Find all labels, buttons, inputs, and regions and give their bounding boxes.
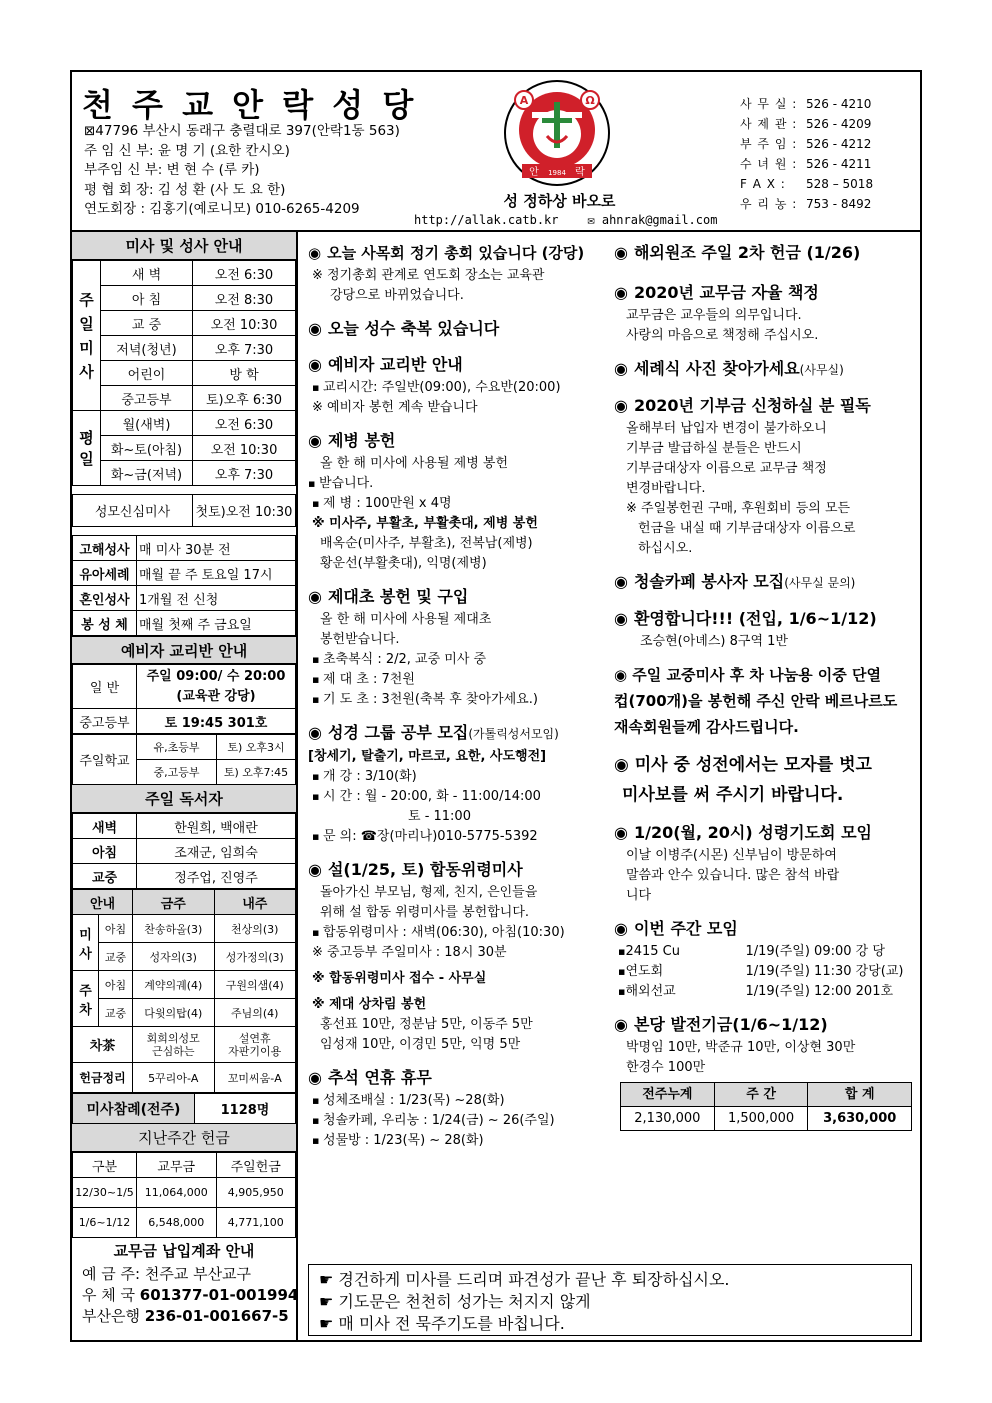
phone-row: 사 제 관 : 526 - 4209 <box>740 117 872 131</box>
mass-schedule-title: 미사 및 성사 안내 <box>72 232 296 260</box>
notice-hats: ◉ 미사 중 성전에서는 모자를 벗고 미사보를 써 주시기 바랍니다. <box>614 755 872 805</box>
bullet-icon: ◉ <box>614 823 628 842</box>
notice-church-dues: ◉ 2020년 교무금 자율 책정 교무금은 교우들의 의무입니다. 사랑의 마음으로 책정해 주십시오. <box>614 283 819 343</box>
readers-table: 새벽 한원희, 백애란 아침 조재군, 임희숙 교중 정주업, 진영주 <box>72 813 296 889</box>
account-list: 예 금 주: 천주교 부산교구 우 체 국 601377-01-001994 부산은행 236-01-001667-5 <box>82 1265 299 1325</box>
bullet-icon: ◉ <box>614 1015 628 1034</box>
left-column <box>72 232 298 1342</box>
notice-prayer-meeting: ◉ 1/20(월, 20시) 성령기도회 모임 이날 이병주(시몬) 신부님이 방문하여 말씀과 안수 있습니다. 많은 참석 바랍 니다 <box>614 823 872 903</box>
notice-memorial-mass: ◉ 설(1/25, 토) 합동위령미사 돌아가신 부모님, 형제, 친지, 은인들을 위해 설 합동 위령미사를 봉헌합니다. ▪ 합동위령미사 : 새벽(06:30), 아침(10:30) ※ 중고등부 주일미사 : 18시 30분 ※ 합동위령미사 접수 - 사무실 ※ 제대 상차림 봉헌 홍선표 10만, 정분남 5만, 이동주 5만 임성재 10만, 이경민 5만, 익명 5만 <box>308 857 608 1055</box>
logo-omega: Ω <box>585 94 595 107</box>
notice-altar-candle: ◉ 제대초 봉헌 및 구입 올 한 해 미사에 사용될 제대초 봉헌받습니다. ▪ 초축복식 : 2/2, 교중 미사 중 ▪ 제 대 초 : 7천원 ▪ 기 도 초 : 3천원(축복 후 찾아가세요.) <box>308 584 608 710</box>
contact-links <box>414 213 717 227</box>
website-link[interactable]: http://allak.catb.kr <box>414 213 559 227</box>
offering-table: 구분 교무금 주일헌금 12/30~1/5 11,064,000 4,905,950 1/6~1/12 6,548,000 4,771,100 <box>72 1152 296 1238</box>
meeting-row: ▪ 연도회 1/19(주일) 11:30 강당(교) <box>614 962 914 982</box>
notice-general-meeting: ◉ 오늘 사목회 정기 총회 있습니다 (강당) ※ 정기총회 관계로 연도회 장소는 교육관 강당으로 바뀌었습니다. <box>308 240 608 306</box>
bullet-icon: ◉ <box>308 319 322 338</box>
council-president: 평 협 회 장: 김 성 환 (사 도 요 한) <box>84 181 286 198</box>
logo-band-right: 락 <box>575 167 585 178</box>
phone-list <box>740 94 873 214</box>
sacrament-table: 고해성사 매 미사 30분 전 유아세례 매월 끝 주 토요일 17시 혼인성사 1개월 전 신청 봉 성 체 매월 첫째 주 금요일 <box>72 535 296 636</box>
notice-development-fund: ◉ 본당 발전기금(1/6~1/12) 박명임 10만, 박준규 10만, 이상현 30만 한경수 100만 전주누계 주 간 합 계 2,130,000 1,500,000 3,630,000 <box>614 1012 914 1131</box>
notice-holiday: ◉ 추석 연휴 휴무 ▪ 성체조배실 : 1/23(목) ~28(화) ▪ 청솔카페, 우리농 : 1/24(금) ~ 26(주일) ▪ 성물방 : 1/23(목) ~ 28(화) <box>308 1065 608 1151</box>
header-info <box>84 122 400 220</box>
meeting-row: ▪ 2415 Cu 1/19(주일) 09:00 강 당 <box>614 942 914 962</box>
bullet-icon: ◉ <box>614 359 628 378</box>
sunday-mass-table: 주일미사 새 벽 오전 6:30 아 침 오전 8:30 교 중 오전 10:30 저녁(청년) 오후 7:30 어린이 방 학 중고등부 토)오후 6:30 평일 월(새벽) 오전 6:30 화~토(아침) 오전 10:30 화~금(저녁) 오후 7:30 <box>72 260 296 486</box>
right-column <box>614 240 914 1141</box>
closing-line: ☛ 경건하게 미사를 드리며 파견성가 끝난 후 퇴장하십시오. <box>319 1270 730 1289</box>
notice-holy-water: ◉ 오늘 성수 축복 있습니다 <box>308 319 500 338</box>
sunday-mass-label: 주일미사 <box>73 261 101 411</box>
bullet-icon: ◉ <box>308 587 322 606</box>
notice-baptism-photos: ◉ 세례식 사진 찾아가세요(사무실) <box>614 359 844 378</box>
notice-donation: ◉ 2020년 기부금 신청하실 분 필독 올해부터 납입자 변경이 불가하오니 기부금 발급하실 분들은 반드시 기부금대상자 이름으로 교무금 책정 변경바랍니다. ※ 주일봉헌권 구매, 후원회비 등의 모든 헌금을 내실 때 기부금대상자 이름으로 하십시오. <box>614 393 914 559</box>
bullet-icon: ◉ <box>614 283 628 302</box>
header <box>72 72 920 232</box>
notice-cup-thanks: ◉ 주일 교중미사 후 차 나눔용 이중 단열 컵(700개)을 봉헌해 주신 안락 베르나르도 재속회원들께 감사드립니다. <box>614 666 898 736</box>
logo-band-left: 안 <box>529 167 539 178</box>
bullet-icon: ◉ <box>614 572 628 591</box>
bullet-icon: ◉ <box>308 723 322 742</box>
heart-mass-table: 성모신심미사 첫토)오전 10:30 <box>72 494 296 527</box>
closing-notes <box>308 1264 912 1336</box>
bullet-icon: ◉ <box>308 244 322 262</box>
email-link[interactable]: ✉ ahnrak@gmail.com <box>587 213 718 227</box>
notice-bible-study: ◉ 성경 그룹 공부 모집(가톨릭성서모임) [창세기, 탈출기, 마르코, 요한, 사도행전] ▪ 개 강 : 3/10(화) ▪ 시 간 : 월 - 20:00, 화 - 11:00/14:00 토 - 11:00 ▪ 문 의: ☎장(마리나)010-5775-5392 <box>308 720 608 847</box>
weekday-mass-label: 평일 <box>73 411 101 486</box>
notice-catechumen: ◉ 예비자 교리반 안내 ▪ 교리시간: 주일반(09:00), 수요반(20:00) ※ 예비자 봉헌 계속 받습니다 <box>308 352 608 418</box>
phone-row: 부 주 임 : 526 - 4212 <box>740 137 872 151</box>
readers-title: 주일 독서자 <box>72 785 296 813</box>
sunday-school-table: 주일학교 유,초등부 토) 오후3시 중,고등부 토) 오후7:45 <box>72 734 296 785</box>
notice-weekly-meetings: ◉ 이번 주간 모임 ▪ 2415 Cu 1/19(주일) 09:00 강 당 ▪ 연도회 1/19(주일) 11:30 강당(교) ▪ 해외선교 1/19(주일) 12:00 201호 <box>614 916 914 1002</box>
closing-line: ☛ 매 미사 전 묵주기도를 바칩니다. <box>319 1314 565 1333</box>
catechumen-title: 예비자 교리반 안내 <box>72 636 296 664</box>
guide-table: 안내 금주 내주 미사 아침 찬송하올(3) 천상의(3) 교중 성자의(3) 성가정의(3) 주차 아침 계약의궤(4) 구원의샘(4) 교중 다윗의탑(4) 주님의(4) 차茶 회희의성모 근심하는 설연휴 자판기이용 헌금정리 5꾸리아-A 꼬미씨움-A <box>72 889 296 1093</box>
notice-welcome: ◉ 환영합니다!!! (전입, 1/6~1/12) 조승현(아녜스) 8구역 1반 <box>614 609 877 649</box>
fund-table: 전주누계 주 간 합 계 2,130,000 1,500,000 3,630,000 <box>620 1082 912 1131</box>
logo-band-year: 1984 <box>548 169 566 177</box>
phone-row: F A X : 528 – 5018 <box>740 177 874 191</box>
bullet-icon: ◉ <box>614 919 628 938</box>
pastor: 주 임 신 부: 윤 명 기 (요한 칸시오) <box>84 142 290 159</box>
closing-line: ☛ 기도문은 천천히 성가는 처지지 않게 <box>319 1292 591 1311</box>
middle-column <box>308 240 608 1161</box>
patron-saint: 성 정하상 바오로 <box>503 192 616 210</box>
bullet-icon: ◉ <box>308 860 322 879</box>
church-logo-icon <box>502 78 612 188</box>
bullet-icon: ◉ <box>308 431 322 450</box>
logo-alpha: A <box>519 94 529 107</box>
offering-title: 지난주간 헌금 <box>72 1124 296 1152</box>
church-title: 천 주 교 안 락 성 당 <box>82 86 418 124</box>
notice-overseas-aid: ◉ 해외원조 주일 2차 헌금 (1/26) <box>614 243 861 262</box>
assistant-pastor: 부주임 신 부: 변 현 수 (루 카) <box>84 162 260 178</box>
yeondo-president: 연도회장 : 김홍기(예로니모) 010-6265-4209 <box>84 201 360 217</box>
catechumen-table: 일 반 주일 09:00/ 수 20:00 (교육관 강당) 중고등부 토 19:45 301호 <box>72 664 296 734</box>
bullet-icon: ◉ <box>614 243 628 262</box>
bullet-icon: ◉ <box>614 396 628 415</box>
phone-row: 우 리 농 : 753 - 8492 <box>740 197 872 211</box>
notice-host-offering: ◉ 제병 봉헌 올 한 해 미사에 사용될 제병 봉헌 ▪ 받습니다. ▪ 제 병 : 100만원 x 4명 ※ 미사주, 부활초, 부활촛대, 제병 봉헌 배옥순(미사주, 부활초), 전복남(제병) 황운선(부활촛대), 익명(제병) <box>308 428 608 574</box>
account-title: 교무금 납입계좌 안내 <box>113 1242 255 1260</box>
notice-cafe-volunteer: ◉ 청솔카페 봉사자 모집(사무실 문의) <box>614 572 856 591</box>
bullet-icon: ◉ <box>308 355 322 374</box>
attendance-table: 미사참례(전주) 1128명 <box>72 1093 296 1124</box>
address: ⊠47796 부산시 동래구 충렬대로 397(안락1동 563) <box>84 123 400 139</box>
bullet-icon: ◉ <box>308 1068 322 1087</box>
bullet-icon: ◉ <box>614 609 628 628</box>
meeting-row: ▪ 해외선교 1/19(주일) 12:00 201호 <box>614 982 914 1002</box>
phone-row: 사 무 실 : 526 - 4210 <box>740 97 872 111</box>
bulletin-page <box>70 70 922 1342</box>
phone-row: 수 녀 원 : 526 - 4211 <box>740 157 872 171</box>
